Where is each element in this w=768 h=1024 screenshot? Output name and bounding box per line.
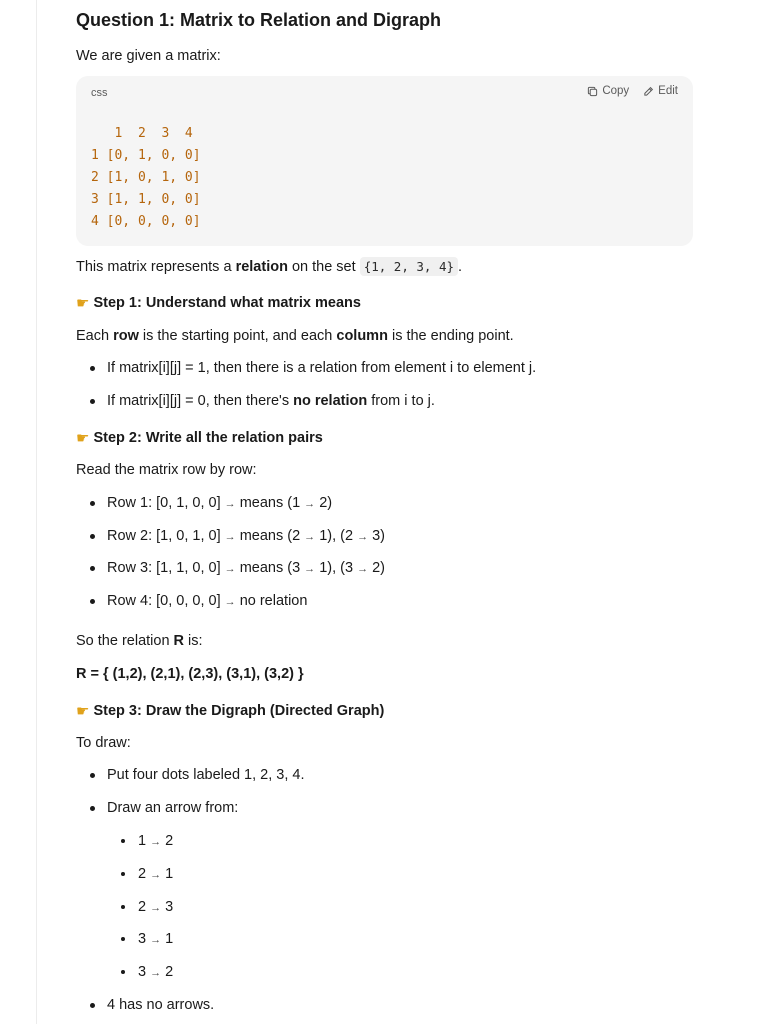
code-block	[76, 76, 693, 246]
arrow-glyph: →	[224, 563, 236, 575]
edge-to: 2	[165, 964, 174, 980]
arrow-glyph: →	[304, 531, 316, 543]
relation-set: R = { (1,2), (2,1), (2,3), (3,1), (3,2) }	[76, 666, 304, 682]
bold-span: column	[336, 328, 388, 344]
list-item: Draw an arrow from:	[107, 800, 239, 816]
arrow-glyph: →	[357, 531, 369, 543]
text-span: Row 2: [1, 0, 1, 0]	[107, 528, 225, 544]
text-span: 1), (2	[315, 528, 358, 544]
code-line: 3 [1, 1, 0, 0]	[91, 192, 201, 207]
arrow-glyph: →	[304, 498, 316, 510]
arrow-glyph: →	[150, 836, 162, 848]
list-item: If matrix[i][j] = 1, then there is a relation from element i to element j.	[107, 360, 537, 376]
pointing-hand-icon: ☛	[76, 294, 90, 312]
code-actions	[587, 85, 678, 97]
arrow-glyph: →	[150, 902, 162, 914]
step1-heading	[76, 294, 361, 312]
text-span: means (3	[235, 560, 305, 576]
matrix-sentence	[76, 257, 462, 277]
bold-span: row	[113, 328, 139, 344]
pointing-hand-icon: ☛	[76, 429, 90, 447]
edge-to: 2	[165, 833, 174, 849]
edge-item	[138, 929, 173, 950]
edge-from: 2	[138, 899, 147, 915]
intro-text: We are given a matrix:	[76, 48, 221, 64]
text-span: Row 4: [0, 0, 0, 0]	[107, 593, 225, 609]
edge-item	[138, 897, 173, 918]
edge-from: 1	[138, 833, 147, 849]
list-item	[107, 391, 435, 411]
pencil-icon	[643, 86, 654, 97]
text-span: 3)	[368, 528, 385, 544]
text-span: from i to j.	[367, 393, 435, 409]
text-span: Each	[76, 328, 114, 344]
pointing-hand-icon: ☛	[76, 702, 90, 720]
arrow-glyph: →	[357, 563, 369, 575]
arrow-glyph: →	[150, 869, 162, 881]
arrow-glyph: →	[224, 498, 236, 510]
code-line: 4 [0, 0, 0, 0]	[91, 214, 201, 229]
code-line: 1 [0, 1, 0, 0]	[91, 148, 201, 163]
edge-item	[138, 962, 173, 983]
arrow-glyph: →	[224, 596, 236, 608]
code-line: 2 [1, 0, 1, 0]	[91, 170, 201, 185]
list-item: Put four dots labeled 1, 2, 3, 4.	[107, 767, 305, 783]
text-span: on the set	[287, 259, 360, 275]
text-span: 2)	[315, 495, 333, 511]
left-divider	[36, 0, 37, 1024]
arrow-glyph: →	[304, 563, 316, 575]
edge-item	[138, 864, 173, 885]
edge-to: 1	[165, 931, 174, 947]
edit-button[interactable]	[643, 85, 678, 97]
bold-span: no relation	[293, 393, 368, 409]
edge-from: 3	[138, 964, 147, 980]
list-item	[107, 493, 332, 514]
text-span: no relation	[235, 593, 308, 609]
text-span: means (2	[235, 528, 305, 544]
text-span: is the ending point.	[387, 328, 514, 344]
text-span: .	[458, 259, 463, 275]
list-item	[107, 526, 385, 547]
bold-span: relation	[235, 259, 288, 275]
step1-heading-text: Step 1: Understand what matrix means	[93, 295, 361, 311]
inline-code: {1, 2, 3, 4}	[360, 257, 458, 276]
list-item	[107, 558, 385, 579]
code-line: 1 2 3 4	[91, 126, 193, 141]
text-span: This matrix represents a	[76, 259, 236, 275]
question-title: Question 1: Matrix to Relation and Digraph	[76, 10, 442, 30]
step2-heading	[76, 429, 323, 447]
step2-intro: Read the matrix row by row:	[76, 462, 257, 478]
step2-heading-text: Step 2: Write all the relation pairs	[93, 430, 323, 446]
arrow-glyph: →	[150, 934, 162, 946]
arrow-glyph: →	[224, 531, 236, 543]
step3-heading-text: Step 3: Draw the Digraph (Directed Graph)	[93, 703, 385, 719]
text-span: Row 3: [1, 1, 0, 0]	[107, 560, 225, 576]
edge-from: 3	[138, 931, 147, 947]
edge-from: 2	[138, 866, 147, 882]
step1-line	[76, 326, 514, 346]
list-item	[107, 591, 307, 612]
text-span: is the starting point, and each	[138, 328, 337, 344]
code-language: css	[91, 87, 108, 99]
edit-label: Edit	[658, 85, 678, 97]
text-span: Row 1: [0, 1, 0, 0]	[107, 495, 225, 511]
so-line	[76, 631, 203, 651]
edge-to: 3	[165, 899, 174, 915]
arrow-glyph: →	[150, 967, 162, 979]
edge-to: 1	[165, 866, 174, 882]
edge-item	[138, 831, 173, 852]
matrix-code	[91, 123, 201, 233]
copy-label: Copy	[602, 85, 630, 97]
step3-intro: To draw:	[76, 735, 131, 751]
copy-button[interactable]	[587, 85, 629, 97]
text-span: 2)	[368, 560, 385, 576]
list-item: 4 has no arrows.	[107, 997, 215, 1013]
text-span: means (1	[235, 495, 305, 511]
text-span: If matrix[i][j] = 0, then there's	[107, 393, 294, 409]
copy-icon	[587, 86, 598, 97]
text-span: is:	[184, 633, 203, 649]
text-span: So the relation	[76, 633, 174, 649]
text-span: 1), (3	[315, 560, 358, 576]
step3-heading	[76, 702, 384, 720]
bold-span: R	[173, 633, 185, 649]
